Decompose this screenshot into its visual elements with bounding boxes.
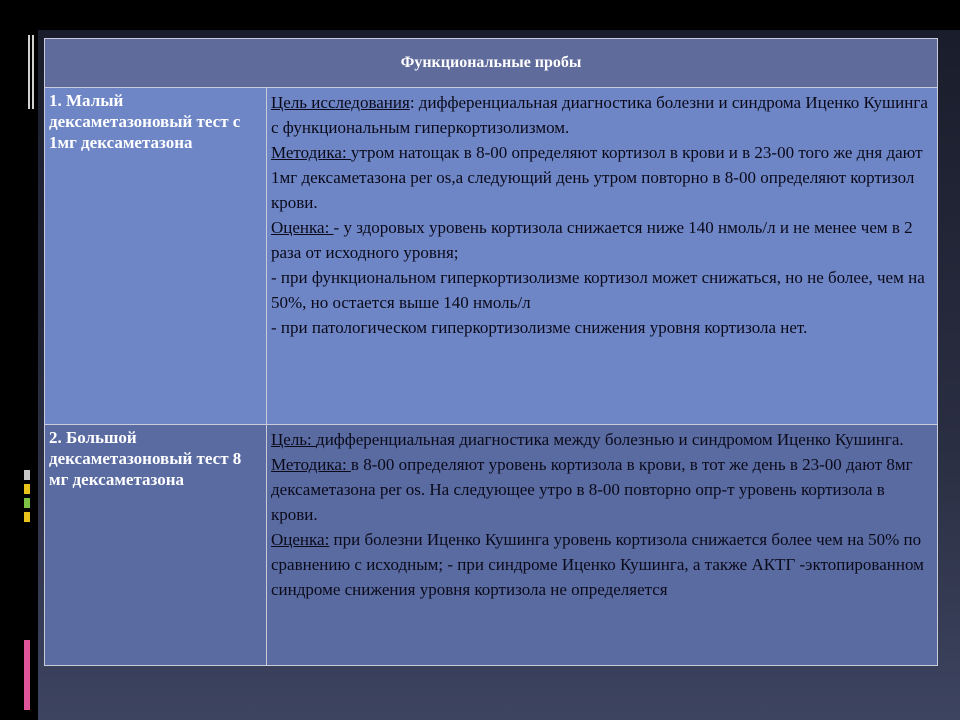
eval-label: Оценка:: [271, 218, 334, 237]
goal-text: дифференциальная диагностика между болезнью и синдромом Иценко Кушинга.: [316, 430, 904, 449]
goal-text: : дифференциальная диагностика болезни и синдрома Иценко Кушинга с функциональным гиперкортизолизмом.: [271, 93, 928, 137]
decor-stripe: [24, 640, 30, 710]
eval-extra-text: - при патологическом гиперкортизолизме снижения уровня кортизола нет.: [271, 318, 808, 337]
decor-stripe: [24, 498, 30, 508]
method-text: утром натощак в 8-00 определяют кортизол в крови и в 23-00 того же дня дают 1мг дексаметазона per os,а следующий день утром повторно в 8-00 определяют кортизол крови.: [271, 143, 923, 212]
method-text: в 8-00 определяют уровень кортизола в крови, в тот же день в 23-00 дают 8мг дексаметазона per os. На следующее утро в 8-00 повторно опр-т уровень кортизола в крови.: [271, 455, 913, 524]
test-name-cell: 2. Большой дексаметазоновый тест 8 мг дексаметазона: [45, 425, 267, 666]
decor-stripe: [24, 512, 30, 522]
table-header: Функциональные пробы: [45, 39, 938, 88]
functional-tests-table: [44, 38, 938, 666]
eval-extra-text: - при функциональном гиперкортизолизме кортизол может снижаться, но не более, чем на 50%, но остается выше 140 нмоль/л: [271, 268, 925, 312]
method-label: Методика:: [271, 143, 351, 162]
goal-label: Цель:: [271, 430, 317, 449]
decor-stripe: [24, 484, 30, 494]
decorative-stripes-top: [28, 35, 36, 109]
decor-stripe: [24, 470, 30, 480]
table-row: [45, 425, 938, 666]
table-row: [45, 88, 938, 425]
eval-text: при болезни Иценко Кушинга уровень кортизола снижается более чем на 50% по сравнению с исходным; - при синдроме Иценко Кушинга, а также АКТГ -эктопированном синдроме снижения уровня кортизола не определяется: [271, 530, 924, 599]
method-label: Методика:: [271, 455, 351, 474]
eval-label: Оценка:: [271, 530, 330, 549]
test-description-cell: [267, 425, 938, 666]
test-name-cell: 1. Малый дексаметазоновый тест с 1мг дексаметазона: [45, 88, 267, 425]
test-description-cell: [267, 88, 938, 425]
goal-label: Цель исследования: [271, 93, 410, 112]
eval-text: - у здоровых уровень кортизола снижается ниже 140 нмоль/л и не менее чем в 2 раза от исходного уровня;: [271, 218, 913, 262]
